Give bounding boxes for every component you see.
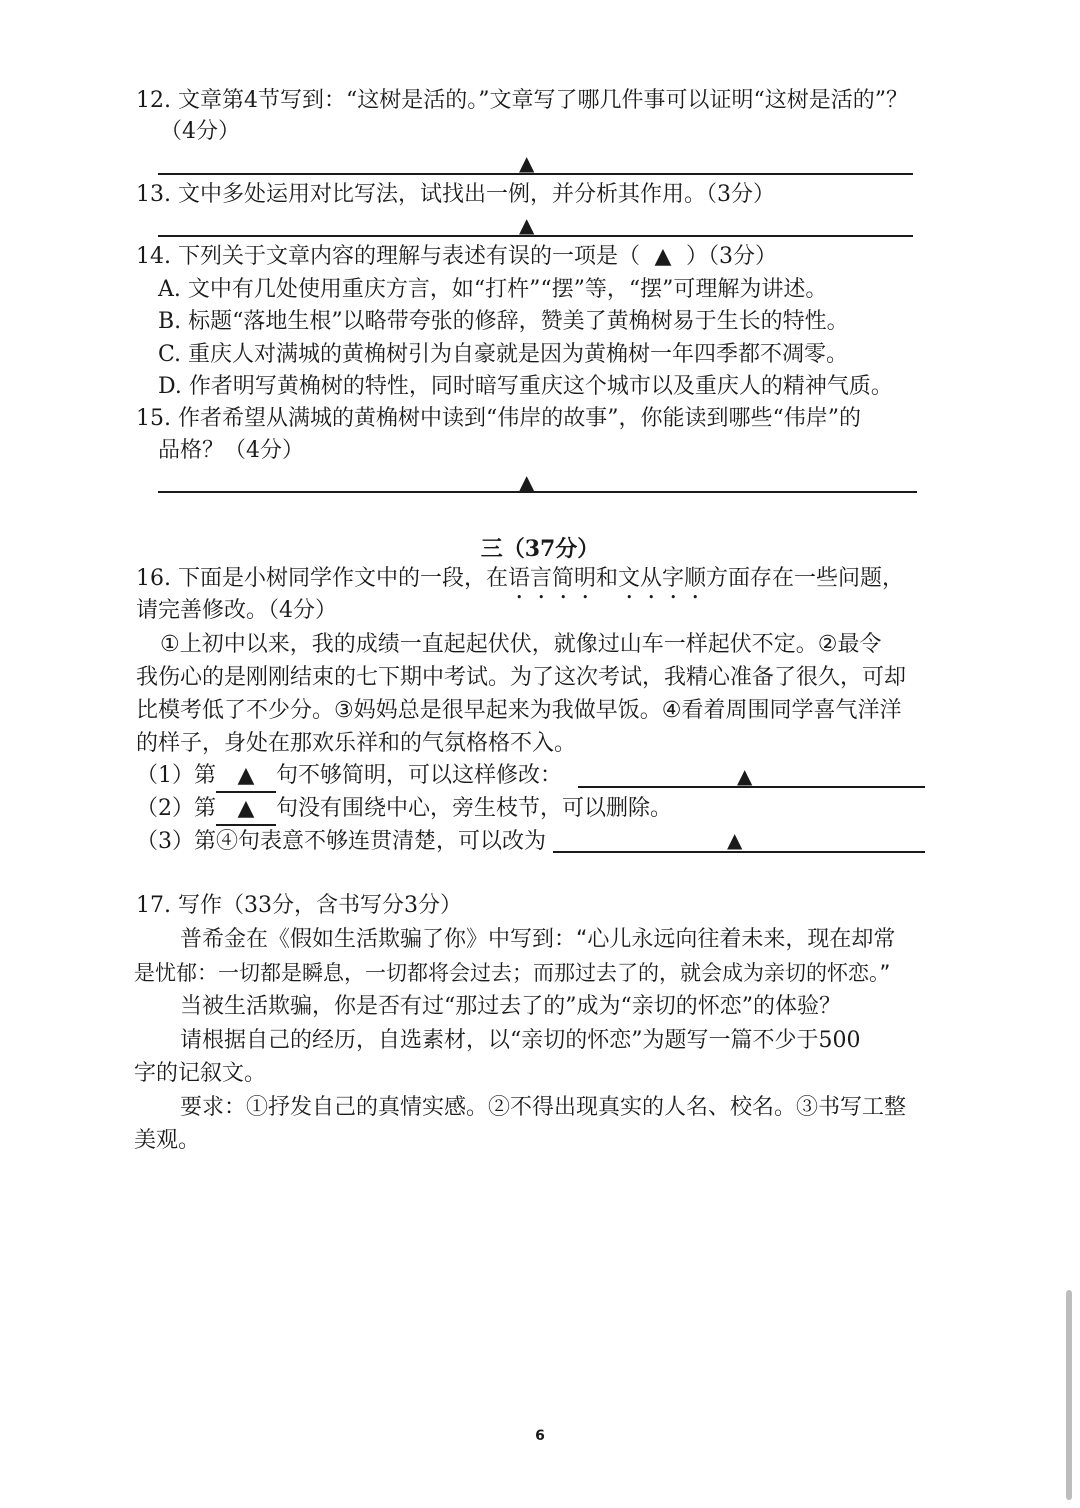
- q13-answer-line[interactable]: [158, 235, 913, 237]
- q16-sub1-answer-line[interactable]: [578, 786, 925, 788]
- q17-prompt-line2: 是忧郁：一切都是瞬息，一切都将会过去；而那过去了的，就会成为亲切的怀恋。”: [134, 961, 891, 985]
- q14-stem-after: ）（3分）: [685, 244, 777, 269]
- q16-sub1-prefix: （1）第: [136, 763, 216, 788]
- page-number: 6: [535, 1428, 545, 1444]
- q16-passage-line3: 比模考低了不少分。③妈妈总是很早起来为我做早饭。④看着周围同学喜气洋洋: [136, 698, 902, 723]
- q16-sub1-answer-mark: ▲: [737, 764, 753, 788]
- q16-sub3-answer-mark: ▲: [727, 828, 743, 852]
- q16-sub1-blank[interactable]: ▲: [216, 761, 276, 793]
- q16-sub3-answer-line[interactable]: [553, 851, 925, 853]
- q17-title: 17. 写作（33分，含书写分3分）: [136, 893, 462, 918]
- q13-stem: 13. 文中多处运用对比写法，试找出一例，并分析其作用。（3分）: [136, 182, 775, 207]
- q16-passage-line2: 我伤心的是刚刚结束的七下期中考试。为了这次考试，我精心准备了很久，可却: [136, 665, 907, 690]
- q15-stem-line1: 15. 作者希望从满城的黄桷树中读到“伟岸的故事”，你能读到哪些“伟岸”的: [136, 406, 861, 431]
- q14-option-c: C. 重庆人对满城的黄桷树引为自豪就是因为黄桷树一年四季都不凋零。: [158, 342, 849, 367]
- q14-stem-before: 14. 下列关于文章内容的理解与表述有误的一项是（: [136, 244, 640, 269]
- q12-score: （4分）: [160, 119, 240, 144]
- q16-passage-line1: ①上初中以来，我的成绩一直起起伏伏，就像过山车一样起伏不定。②最令: [160, 632, 882, 657]
- vertical-scrollbar-thumb[interactable]: [1066, 1290, 1072, 1500]
- q17-requirements-line2: 美观。: [134, 1128, 201, 1153]
- q14-stem: [136, 242, 777, 272]
- q16-stem-part3: 方面存在一些问题，: [706, 566, 905, 591]
- q15-answer-mark: ▲: [519, 470, 535, 494]
- q16-stem-part2: 和: [596, 566, 619, 591]
- q16-sub3: （3）第④句表意不够连贯清楚，可以改为: [136, 829, 546, 854]
- q17-prompt-line3: 当被生活欺骗，你是否有过“那过去了的”成为“亲切的怀恋”的体验？: [180, 994, 841, 1019]
- q15-answer-line[interactable]: [158, 491, 917, 493]
- q16-stem-part1: 16. 下面是小树同学作文中的一段，在: [136, 566, 508, 591]
- q12-answer-line[interactable]: [158, 173, 913, 175]
- q16-sub2: [136, 794, 672, 826]
- q14-option-a: A. 文中有几处使用重庆方言，如“打杵”“摆”等，“摆”可理解为讲述。: [158, 277, 828, 302]
- q14-option-b: B. 标题“落地生根”以略带夸张的修辞，赞美了黄桷树易于生长的特性。: [158, 309, 849, 334]
- q17-requirements-line1: 要求：①抒发自己的真情实感。②不得出现真实的人名、校名。③书写工整: [180, 1095, 907, 1120]
- q16-emphasis-fluent: 文从字顺: [618, 566, 707, 591]
- q16-sub2-blank[interactable]: ▲: [216, 794, 276, 826]
- q14-answer-mark[interactable]: ▲: [654, 244, 672, 269]
- q16-sub1: [136, 761, 562, 793]
- q16-passage-line4: 的样子，身处在那欢乐祥和的气氛格格不入。: [136, 731, 577, 756]
- q14-option-d: D. 作者明写黄桷树的特性，同时暗写重庆这个城市以及重庆人的精神气质。: [158, 374, 893, 399]
- q17-prompt-line5: 字的记叙文。: [134, 1061, 267, 1086]
- q16-sub2-text: 句没有围绕中心，旁生枝节，可以删除。: [276, 796, 673, 821]
- q12-answer-mark: ▲: [519, 151, 535, 175]
- q16-sub2-prefix: （2）第: [136, 796, 216, 821]
- section-3-title: 三（37分）: [480, 536, 600, 562]
- q17-prompt-line4: 请根据自己的经历，自选素材，以“亲切的怀恋”为题写一篇不少于500: [180, 1028, 861, 1053]
- q13-answer-mark: ▲: [519, 213, 535, 237]
- q15-stem-line2: 品格？（4分）: [158, 438, 304, 463]
- q17-prompt-line1: 普希金在《假如生活欺骗了你》中写到：“心儿永远向往着未来，现在却常: [180, 927, 896, 952]
- q16-sub1-text: 句不够简明，可以这样修改：: [276, 763, 563, 788]
- q12-stem: 12. 文章第4节写到：“这树是活的。”文章写了哪几件事可以证明“这树是活的”？: [136, 88, 908, 113]
- q16-emphasis-concise: 语言简明: [507, 566, 596, 591]
- q16-stem-line2: 请完善修改。（4分）: [136, 598, 337, 623]
